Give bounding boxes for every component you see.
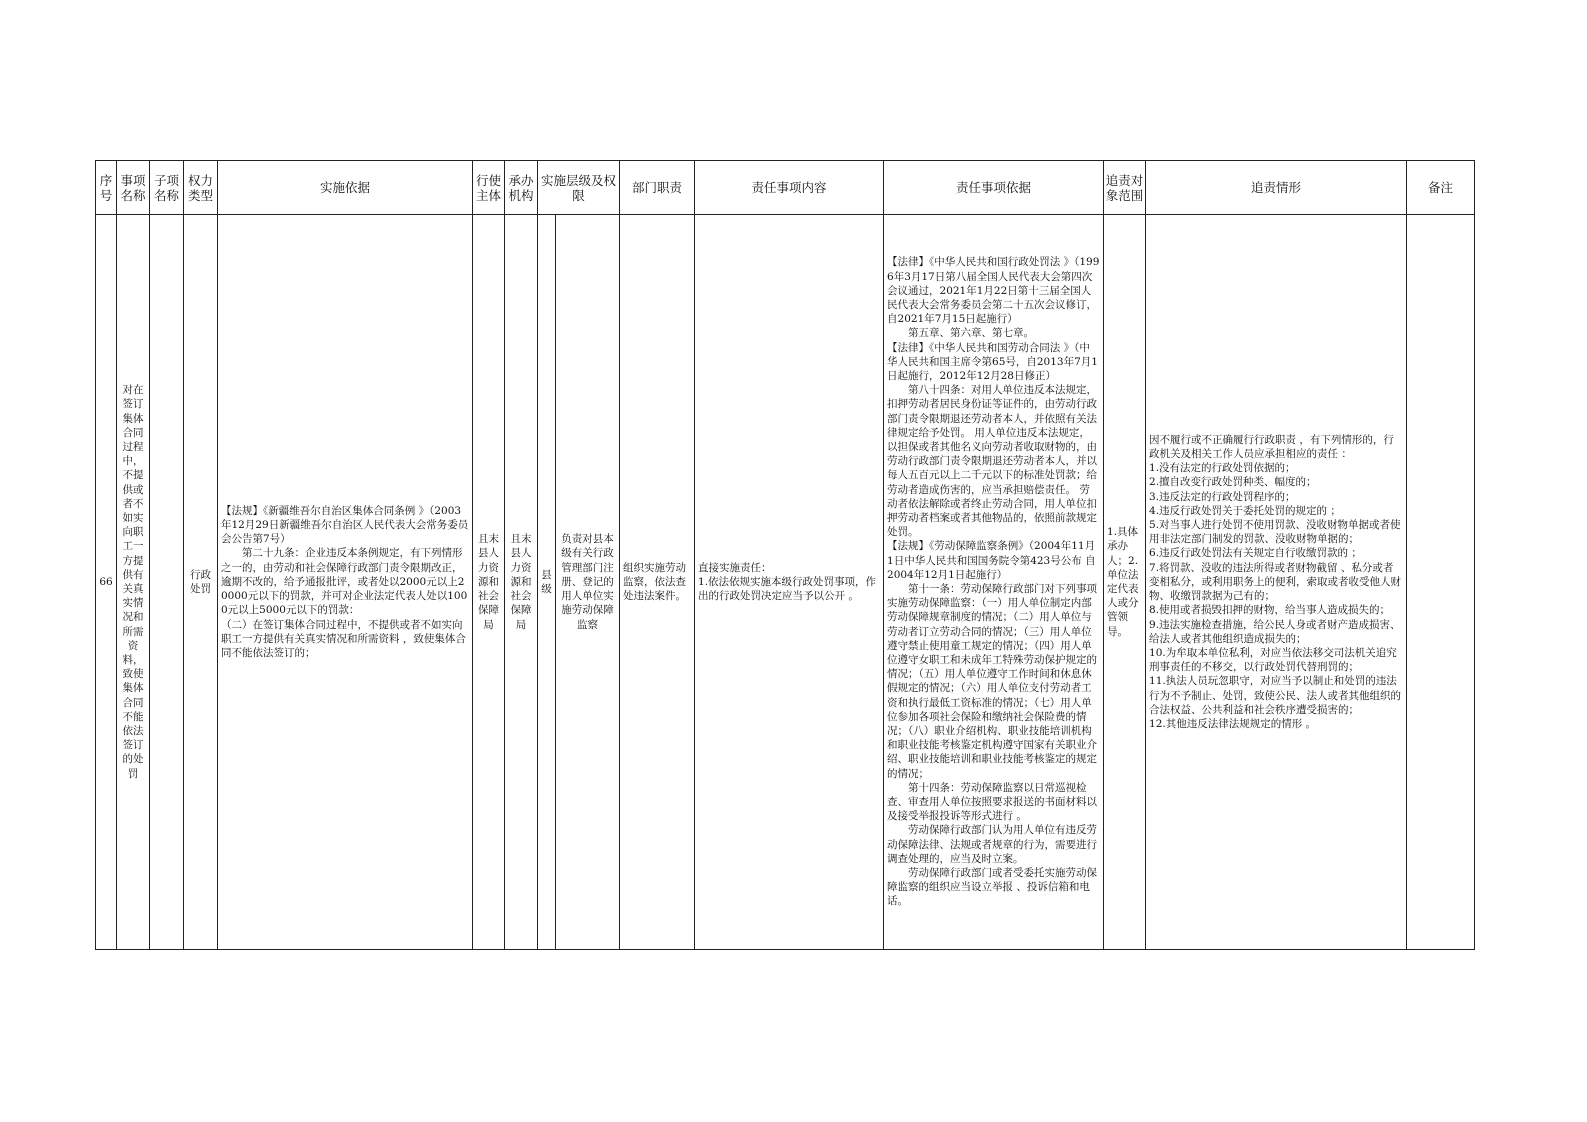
situation-line: 11.执法人员玩忽职守，对应当予以制止和处罚的违法行为不予制止、处罚，致使公民、法人或者其他组织的合法权益、公共利益和社会秩序遭受损害的； <box>1149 675 1402 716</box>
situation-line: 4.违反行政处罚关于委托处罚的规定的 ； <box>1149 504 1341 517</box>
header-handler: 承办机构 <box>505 161 538 215</box>
basis-line: （二）在签订集体合同过程中，不提供或者不如实向职工一方提供有关真实情况和所需资料 ，致使集体合同不能依法签订的； <box>221 618 466 659</box>
table-row <box>96 215 1475 950</box>
situation-line: 8.使用或者损毁扣押的财物，给当事人造成损失的； <box>1149 604 1391 617</box>
situation-line: 6.违反行政处罚法有关规定自行收缴罚款的 ； <box>1149 547 1362 560</box>
cell-executor: 且末县人力资源和社会保障局 <box>473 215 505 950</box>
resp-basis-line: 第十一条：劳动保障行政部门对下列事项实施劳动保障监察：（一）用人单位制定内部劳动保障规章制度的情况；（二）用人单位与劳动者订立劳动合同的情况；（三）用人单位遵守禁止使用童工规定的情况；（四）用人单位遵守女职工和未成年工特殊劳动保护规定的情况；（五）用人单位遵守工作时间和休息休假规定的情况；（六）用人单位支付劳动者工资和执行最低工资标准的情况；（七）用人单位参加各项社会保险和缴纳社会保险费的情况；（八）职业介绍机构、职业技能培训机构和职业技能考核鉴定机构遵守国家有关职业介绍、职业技能培训和职业技能考核鉴定的规定的情况； <box>887 583 1098 780</box>
resp-basis-line: 【法规】《劳动保障监察条例》（2004年11月1日中华人民共和国国务院令第423号公布 自2004年12月1日起施行） <box>887 540 1096 581</box>
cell-power-type: 行政处罚 <box>184 215 218 950</box>
situation-line: 7.将罚款、没收的违法所得或者财物截留 、私分或者变相私分，或利用职务上的便利，索取或者收受他人财物、收缴罚款据为己有的； <box>1149 561 1402 603</box>
situation-line: 10.为牟取本单位私利，对应当依法移交司法机关追究刑事责任的不移交，以行政处罚代替刑罚的； <box>1149 646 1397 674</box>
header-situation: 追责情形 <box>1146 161 1407 215</box>
cell-handler: 且末县人力资源和社会保障局 <box>505 215 538 950</box>
basis-line: 【法规】《新疆维吾尔自治区集体合同条例 》（2003年12月29日新疆维吾尔自治区人民代表大会常务委员会公告第7号） <box>221 504 469 546</box>
situation-line: 因不履行或不正确履行行政职责 ，有下列情形的，行政机关及相关工作人员应承担相应的责任 ： <box>1149 433 1394 461</box>
situation-line: 3.违反法定的行政处罚程序的； <box>1149 490 1296 503</box>
header-seq: 序号 <box>96 161 117 215</box>
situation-line: 9.违法实施检查措施，给公民人身或者财产造成损害、给法人或者其他组织造成损失的； <box>1149 618 1401 645</box>
header-level: 实施层级及权限 <box>538 161 620 215</box>
cell-sub-item-name <box>150 215 184 950</box>
situation-line: 5.对当事人进行处罚不使用罚款、没收财物单据或者使用非法定部门制发的罚款、没收财物单据的； <box>1149 519 1401 546</box>
resp-basis-line: 劳动保障行政部门认为用人单位有违反劳动保障法律、法规或者规章的行为，需要进行调查处理的，应当及时立案。 <box>887 824 1098 865</box>
cell-level-detail: 负责对县本级有关行政管理部门注册、登记的用人单位实施劳动保障监察 <box>556 215 620 950</box>
header-power-type: 权力类型 <box>184 161 218 215</box>
header-scope: 追责对象范围 <box>1104 161 1146 215</box>
cell-remark <box>1407 215 1475 950</box>
resp-content-line: 1.依法依规实施本级行政处罚事项，作出的行政处罚决定应当予以公开 。 <box>698 575 877 603</box>
responsibility-table <box>95 160 1475 950</box>
header-basis: 实施依据 <box>218 161 473 215</box>
header-dept-duty: 部门职责 <box>620 161 695 215</box>
resp-basis-line: 第五章、第六章、第七章。 <box>908 327 1035 340</box>
cell-seq: 66 <box>96 215 117 950</box>
resp-basis-line: 劳动保障行政部门或者受委托实施劳动保障监察的组织应当设立举报 、投诉信箱和电话。 <box>887 867 1098 908</box>
situation-line: 1.没有法定的行政处罚依据的； <box>1149 462 1296 475</box>
cell-basis <box>218 215 473 950</box>
resp-basis-line: 第十四条：劳动保障监察以日常巡视检查、审查用人单位按照要求报送的书面材料以及接受举报投诉等形式进行 。 <box>887 781 1098 823</box>
header-resp-content: 责任事项内容 <box>695 161 884 215</box>
cell-item-name: 对在签订集体合同过程中，不提供或者不如实向职工一方提供有关真实情况和所需资料，致使集体合同不能依法签订的处罚 <box>117 215 150 950</box>
resp-basis-line: 第八十四条：对用人单位违反本法规定，扣押劳动者居民身份证等证件的，由劳动行政部门责令限期退还劳动者本人，并依照有关法律规定给予处罚。 用人单位违反本法规定，以担保或者其他名义向劳动者收取财物的，由劳动行政部门责令限期退还劳动者本人，并以每人五百元以上二千元以下的标准处罚款；给劳动者造成伤害的，应当承担赔偿责任。 劳动者依法解除或者终止劳动合同，用人单位扣押劳动者档案或者其他物品的，依照前款规定处罚。 <box>887 384 1098 539</box>
cell-resp-content <box>695 215 884 950</box>
cell-resp-basis <box>884 215 1104 950</box>
resp-basis-line: 【法律】《中华人民共和国劳动合同法 》（中华人民共和国主席令第65号，自2013年7月1日起施行，2012年12月28日修正） <box>887 341 1098 382</box>
header-item-name: 事项名称 <box>117 161 150 215</box>
cell-dept-duty: 组织实施劳动监察，依法查处违法案件。 <box>620 215 695 950</box>
situation-line: 2.擅自改变行政处罚种类、幅度的； <box>1149 476 1317 489</box>
header-sub-item-name: 子项名称 <box>150 161 184 215</box>
resp-content-line: 直接实施责任： <box>698 561 772 574</box>
cell-scope: 1.具体承办人；2.单位法定代表人或分管领导。 <box>1104 215 1146 950</box>
basis-line: 第二十九条：企业违反本条例规定，有下列情形之一的，由劳动和社会保障行政部门责令限期改正，逾期不改的，给予通报批评，或者处以2000元以上20000元以下的罚款，并可对企业法定代表人处以1000元以上5000元以下的罚款： <box>221 547 468 617</box>
header-resp-basis: 责任事项依据 <box>884 161 1104 215</box>
cell-situation <box>1146 215 1407 950</box>
resp-basis-line: 【法律】《中华人民共和国行政处罚法 》（1996年3月17日第八届全国人民代表大会第四次会议通过，2021年1月22日第十三届全国人民代表大会常务委员会第二十五次会议修订，自2021年7月15日起施行） <box>887 256 1100 326</box>
cell-level-short: 县级 <box>538 215 556 950</box>
header-executor: 行使主体 <box>473 161 505 215</box>
header-row <box>96 161 1475 215</box>
header-remark: 备注 <box>1407 161 1475 215</box>
situation-line: 12.其他违反法律法规规定的情形 。 <box>1149 717 1317 730</box>
